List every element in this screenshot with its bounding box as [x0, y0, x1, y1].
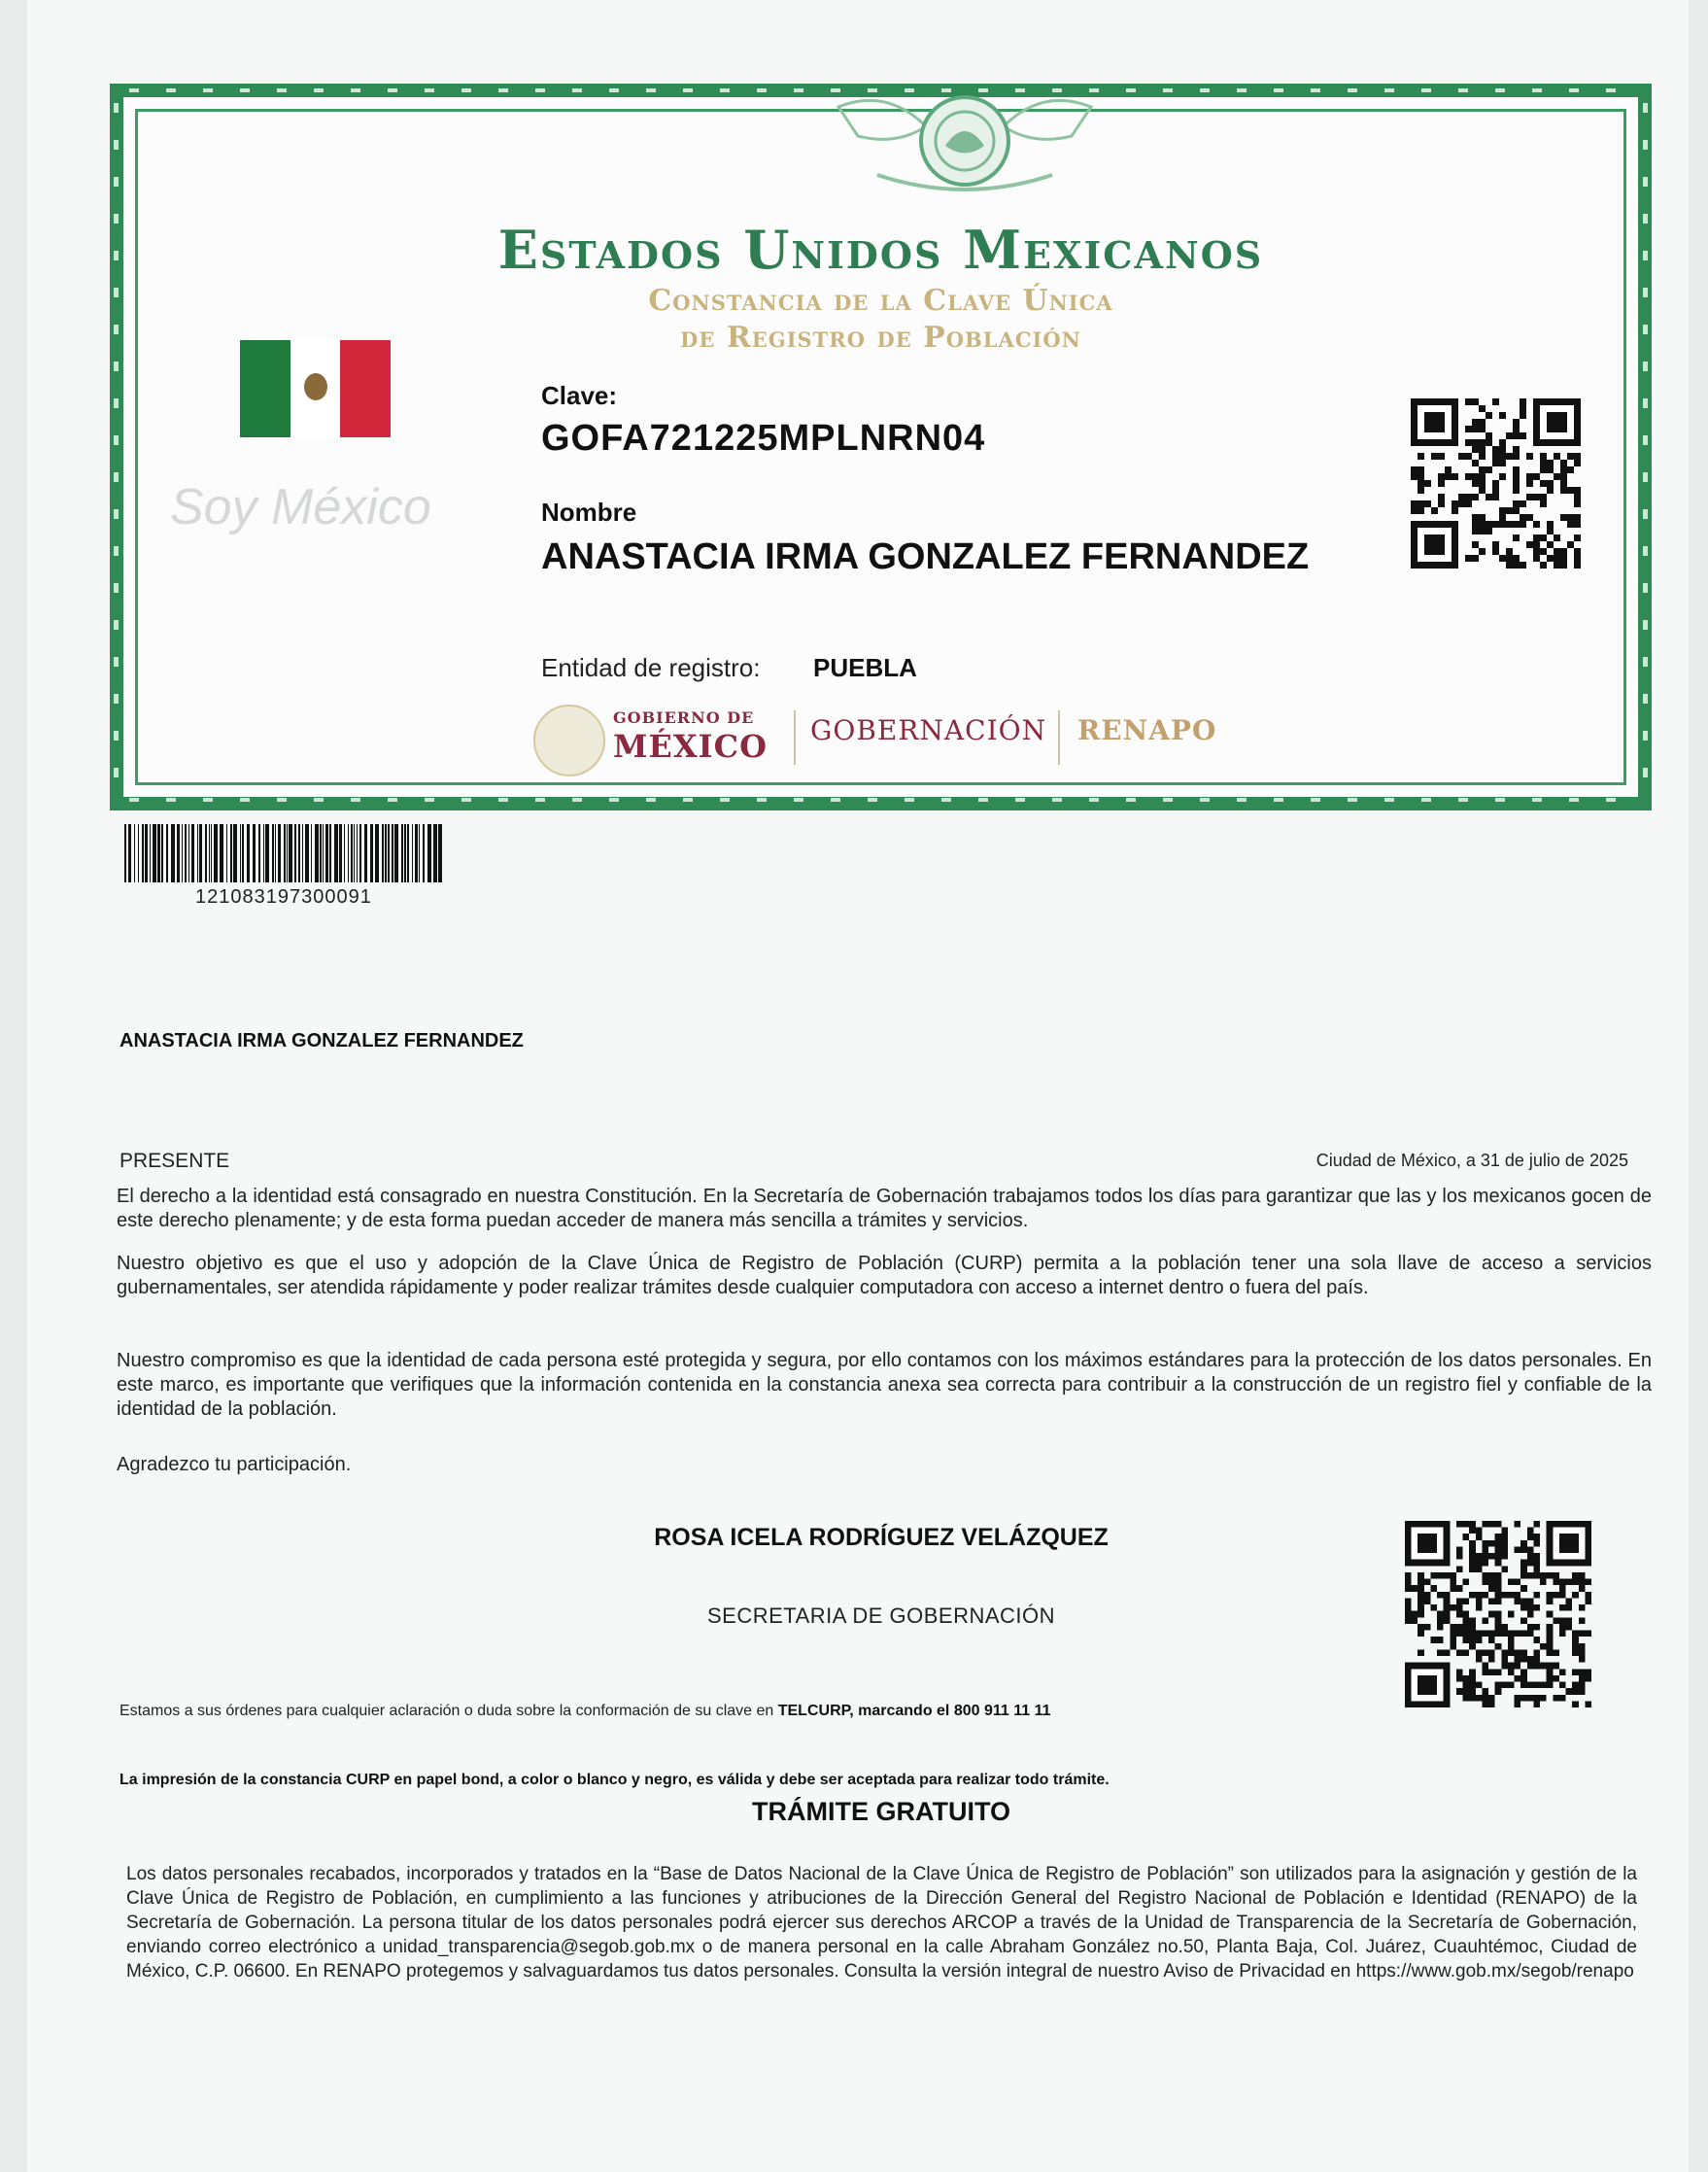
- certificate-subtitle-line1: Constancia de la Clave Única: [648, 284, 1113, 318]
- telcurp-phone: TELCURP, marcando el 800 911 11 11: [777, 1703, 1051, 1719]
- qr-code-icon: [1405, 1521, 1591, 1707]
- telcurp-notice: [120, 1703, 1051, 1720]
- paragraph-commitment: Nuestro compromiso es que la identidad de cada persona esté protegida y segura, por ello contamos con los máximos estándares para la protección de los datos personales. En este marco, es importante que verifiques que la información contenida en la constancia anexa sea correcta para contribuir a la construcción de un registro fiel y confiable de la identidad de la población.: [117, 1350, 1652, 1420]
- nombre-value: ANASTACIA IRMA GONZALEZ FERNANDEZ: [541, 536, 1310, 577]
- signer-title: SECRETARIA DE GOBERNACIÓN: [706, 1603, 1056, 1628]
- mexico-text: MÉXICO: [613, 728, 768, 765]
- paragraph-thanks: Agradezco tu participación.: [117, 1454, 352, 1475]
- entidad-label: Entidad de registro:: [541, 653, 761, 682]
- letter-date: Ciudad de México, a 31 de julio de 2025: [1315, 1151, 1628, 1170]
- renapo-logo: RENAPO: [1077, 714, 1217, 746]
- institution-logos: [533, 705, 1311, 773]
- logo-divider: [1058, 710, 1060, 765]
- gobernacion-logo: GOBERNACIÓN: [810, 714, 1047, 746]
- presente-label: PRESENTE: [120, 1150, 230, 1172]
- barcode-icon: [124, 824, 445, 882]
- barcode-number: 121083197300091: [195, 886, 372, 908]
- signer-name: ROSA ICELA RODRÍGUEZ VELÁZQUEZ: [654, 1524, 1109, 1551]
- country-title: Estados Unidos Mexicanos: [497, 219, 1264, 281]
- logo-divider: [794, 710, 796, 765]
- addressee-name: ANASTACIA IRMA GONZALEZ FERNANDEZ: [120, 1030, 524, 1052]
- gobierno-de-text: GOBIERNO DE: [613, 708, 755, 727]
- nombre-label: Nombre: [541, 498, 637, 527]
- curp-certificate: [110, 84, 1652, 810]
- privacy-notice: Los datos personales recabados, incorporados y tratados en la “Base de Datos Nacional de la Clave Única de Registro de Población” son utilizados para la asignación y gestión de la Clave Única de Registro de Población, en cumplimiento a las funciones y atribuciones de la Dirección General del Registro Nacional de Población e Identidad (RENAPO) de la Secretaría de Gobernación. La persona titular de los datos personales podrá ejercer sus derechos ARCOP a través de la Unidad de Transparencia de la Secretaría de Gobernación, enviando correo electrónico a unidad_transparencia@segob.gob.mx o de manera personal en la calle Abraham González no.50, Planta Baja, Col. Juárez, Cuauhtémoc, Ciudad de México, C.P. 06600. En RENAPO protegemos y salvaguardamos tus datos personales. Consulta la versión integral de nuestro Aviso de Privacidad en https://www.gob.mx/segob/renapo: [126, 1864, 1637, 1982]
- validity-notice: La impresión de la constancia CURP en papel bond, a color o blanco y negro, es válida y debe ser aceptada para realizar todo trámite.: [120, 1772, 1110, 1788]
- gobierno-seal-icon: [533, 705, 605, 776]
- paragraph-identity: El derecho a la identidad está consagrado en nuestra Constitución. En la Secretaría de Gobernación trabajamos todos los días para garantizar que las y los mexicanos gocen de este derecho plenamente; y de esta forma puedan acceder de manera más sencilla a trámites y servicios.: [117, 1186, 1652, 1231]
- telcurp-text: Estamos a sus órdenes para cualquier aclaración o duda sobre la conformación de su clave en: [120, 1703, 778, 1719]
- clave-label: Clave:: [541, 381, 618, 410]
- document-page: [27, 0, 1689, 2172]
- soy-mexico-watermark: Soy México: [170, 479, 431, 535]
- certificate-subtitle-line2: de Registro de Población: [680, 321, 1081, 355]
- mexican-flag-icon: [240, 340, 391, 437]
- paragraph-objective: Nuestro objetivo es que el uso y adopción de la Clave Única de Registro de Población (CURP) permita a la población tener una sola llave de acceso a servicios gubernamentales, ser atendida rápidamente y poder realizar trámites desde cualquier computadora con acceso a internet dentro o fuera del país.: [117, 1253, 1652, 1298]
- clave-value: GOFA721225MPLNRN04: [541, 418, 986, 459]
- free-procedure-heading: TRÁMITE GRATUITO: [752, 1797, 1010, 1826]
- qr-code-icon: [1411, 398, 1581, 569]
- coat-of-arms-icon: [819, 87, 1110, 204]
- entidad-value: PUEBLA: [813, 653, 917, 682]
